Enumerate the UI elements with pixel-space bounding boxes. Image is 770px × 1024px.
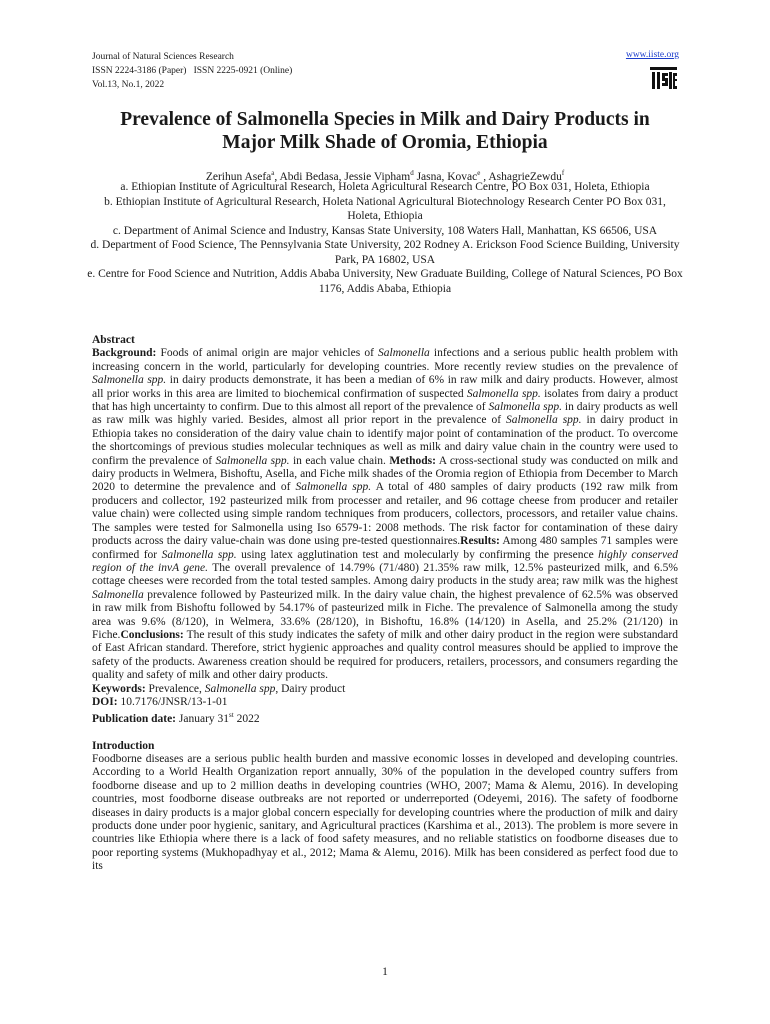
abstract-span: Among 480 samples 71 samples were confirmed for bbox=[92, 535, 678, 561]
abstract-italic: Salmonella spp. bbox=[506, 414, 582, 427]
abstract-span: infections and a serious public health problem with increasing concern in the world, particularly for developing countries. More recently review studies on the prevalence of bbox=[92, 347, 679, 373]
paper-title: Prevalence of Salmonella Species in Milk and Dairy Products in Major Milk Shade of Oromia, Ethiopia bbox=[120, 109, 650, 153]
author-sup: d bbox=[410, 169, 414, 177]
abstract-label: Methods: bbox=[389, 454, 436, 467]
pubdate-line bbox=[92, 709, 678, 726]
author-sup: a bbox=[271, 169, 275, 177]
affiliation-a: a. Ethiopian Institute of Agricultural Research, Holeta Agricultural Research Centre, PO Box 031, Holeta, Ethiopia bbox=[120, 181, 650, 193]
abstract-span: in dairy products as well as raw milk was highly varied. Besides, almost all prior report in the prevalence of bbox=[92, 401, 678, 427]
abstract-span: A cross-sectional study was conducted on milk and dairy products in Welmera, Bishoftu, Asella, and Fiche milk shades of the Oromia region of Ethiopia from December to March 2020 to determine the prevalence and of bbox=[92, 454, 678, 494]
affiliation-c: c. Department of Animal Science and Industry, Kansas State University, 108 Waters Hall, Manhattan, KS 66506, USA bbox=[112, 224, 658, 237]
journal-website-link[interactable]: www.iiste.org bbox=[625, 50, 679, 60]
affiliation-list bbox=[86, 180, 684, 296]
abstract-italic: Salmonella spp. bbox=[488, 401, 562, 414]
author-sup: e bbox=[477, 169, 481, 177]
introduction-heading: Introduction bbox=[92, 739, 155, 752]
doi-value: 10.7176/JNSR/13-1-01 bbox=[117, 695, 228, 708]
keywords-line bbox=[92, 683, 678, 696]
author-text: Zerihun Asefa bbox=[205, 170, 272, 183]
author-text: , AshagrieZewdu bbox=[480, 170, 562, 183]
abstract-heading: Abstract bbox=[92, 334, 135, 346]
abstract-span: The result of this study indicates the safety of milk and other dairy product in the region were substandard of East African standard. Therefore, strict hygienic approaches and quality control measures should be applied to improve the safety of the products. Awareness creation should be required for producers, retailers, processors, and consumers regarding the quality and safety of milk and other dairy products. bbox=[92, 628, 678, 682]
abstract-label: Background: bbox=[92, 347, 157, 360]
author-text: , Abdi Bedasa, Jessie Vipham bbox=[274, 170, 411, 183]
abstract-italic: highly conserved region of the invA gene. bbox=[92, 548, 678, 574]
doi-label: DOI: bbox=[92, 695, 118, 708]
issn-line: ISSN 2224-3186 (Paper) ISSN 2225-0921 (Online) bbox=[92, 66, 293, 76]
abstract-span: in dairy product in Ethiopia takes no consideration of the dairy value chain to identify major point of contamination of the product. To overcome the shortcomings of previous studies molecular techniques as well as milk and dairy value chain in the country were used to confirm the prevalence of bbox=[92, 414, 678, 467]
abstract-italic: Salmonella spp. bbox=[92, 374, 167, 387]
page-number: 1 bbox=[382, 966, 388, 978]
volume-line: Vol.13, No.1, 2022 bbox=[92, 80, 165, 90]
keywords-span: , Dairy product bbox=[275, 682, 346, 695]
abstract-label: Results: bbox=[460, 535, 500, 548]
affiliation-b: b. Ethiopian Institute of Agricultural Research, Holeta National Agricultural Biotechnology Research Center PO Box 031, Holeta, Ethiopia bbox=[104, 195, 666, 222]
keywords-italic: Salmonella spp bbox=[204, 682, 276, 695]
abstract-span: isolates from dairy a product that has high uncertainty to confirm. Due to this almost all report of the prevalence of bbox=[92, 387, 678, 414]
pubdate-value: January 31 bbox=[176, 713, 230, 726]
keywords-label: Keywords: bbox=[92, 682, 146, 695]
abstract-span: using latex agglutination test and molecularly by confirming the presence bbox=[236, 548, 599, 561]
author-sup: f bbox=[561, 169, 565, 177]
abstract-span: prevalence followed by Pasteurized milk. In the dairy value chain, the highest prevalence of 62.5% was observed in raw milk from Bishoftu followed by 54.17% of pasteurized milk in Fiche. The prevalence of Salmonella among the study area was 9.6% (8/120), in Welmera, 33.6% (28/120), in Bishoftu, 16.8% (14/120) in Asella, and 25.2% (21/120) in Fiche. bbox=[92, 588, 678, 641]
abstract-italic: Salmonella spp. bbox=[215, 454, 290, 467]
author-text: Jasna, Kovac bbox=[413, 170, 478, 183]
abstract-span: A total of 480 samples of dairy products (192 raw milk from producers and collector, 192 pasteurized milk from processer and retailer, and 96 cottage cheese from producer and retailer value chain) were collected using simple random techniques from producers, collectors, processors, and retailer value chains. The samples were tested for Salmonella using Iso 6579-1: 2008 methods. The risk factor for contamination of these dairy products across the dairy value-chain was done using pre-tested questionnaires. bbox=[92, 481, 678, 548]
journal-name: Journal of Natural Sciences Research bbox=[92, 52, 234, 62]
affiliation-e: e. Centre for Food Science and Nutrition, Addis Ababa University, New Graduate Building, College of Natural Sciences, PO Box 1176, Addis Ababa, Ethiopia bbox=[87, 268, 683, 295]
abstract-span: in each value chain. bbox=[289, 454, 390, 467]
abstract-span: The overall prevalence of 14.79% (71/480) 21.35% raw milk, 12.5% pasteurized milk, and 6.5% cottage cheeses were recorded from the total tested samples. Among dairy products in the study area; raw milk was the highest bbox=[92, 561, 679, 588]
pubdate-year: 2022 bbox=[233, 713, 260, 726]
abstract-italic: Salmonella spp. bbox=[295, 481, 372, 494]
abstract-text bbox=[92, 347, 678, 682]
iiste-logo-icon bbox=[650, 67, 677, 90]
journal-header bbox=[92, 50, 292, 92]
paper-body bbox=[92, 334, 678, 874]
affiliation-d: d. Department of Food Science, The Pennsylvania State University, 202 Rodney A. Erickson Food Science Building, University Park, PA 16802, USA bbox=[90, 239, 680, 266]
introduction-text: Foodborne diseases are a serious public health burden and massive economic losses in developed and developing countries. According to a World Health Organization report annually, 30% of the population in the developed country suffers from foodborne disease and up to 2 million deaths in developing countries (WHO, 2007; Mama & Alemu, 2016). In developing countries, most foodborne disease outbreaks are not reported or underreported (Odeyemi, 2016). The safety of foodborne diseases in dairy products is a major global concern especially for developing countries where the production of milk and dairy products done under poor hygienic, sanitary, and Agricultural practices (Karshima et al., 2013). The problem is more severe in countries like Ethiopia where there is a lack of food safety measures, and no reliable statistics on foodborne diseases due to poor reporting systems (Mukhopadhyay et al., 2012; Mama & Alemu, 2016). Milk has been considered as perfect food due to its bbox=[92, 753, 678, 873]
doi-line bbox=[92, 696, 678, 709]
abstract-span: in dairy products demonstrate, it has been a median of 6% in raw milk and dairy products. However, almost all prior works in this area are limited to biochemical confirmation of suspected bbox=[92, 374, 678, 400]
abstract-label: Conclusions: bbox=[120, 628, 184, 641]
pubdate-sup: st bbox=[229, 711, 234, 720]
abstract-italic: Salmonella spp. bbox=[466, 387, 541, 400]
abstract-italic: Salmonella bbox=[92, 588, 144, 601]
keywords-span: Prevalence, bbox=[145, 682, 205, 695]
abstract-span: Foods of animal origin are major vehicles of bbox=[156, 347, 379, 360]
abstract-italic: Salmonella spp. bbox=[161, 548, 237, 561]
pubdate-label: Publication date: bbox=[92, 713, 177, 726]
abstract-italic: Salmonella bbox=[378, 347, 430, 360]
